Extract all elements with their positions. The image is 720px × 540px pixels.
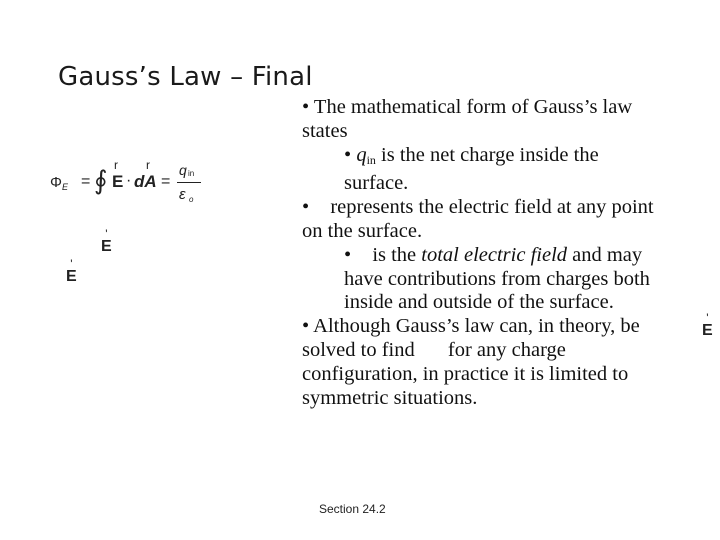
vector-e-symbol-1: ' E bbox=[101, 227, 112, 255]
bullet-symmetric-situations: • Although Gauss’s law can, in theory, be solved to find for any charge configuration, in practice it is limited to symmetric situations. bbox=[302, 315, 640, 409]
dot-operator: · bbox=[126, 172, 132, 189]
flux-symbol: Φ bbox=[50, 174, 62, 191]
vector-e-symbol-2: ' E bbox=[66, 257, 77, 285]
equals-sign: = bbox=[81, 173, 91, 190]
vector-mark-e: r bbox=[114, 158, 118, 172]
slide-body bbox=[302, 96, 662, 410]
fraction-bar bbox=[177, 182, 201, 183]
bullet-total-field: • is the total electric field and may have contributions from charges both inside and outside of the surface. bbox=[344, 243, 650, 314]
field-e: E bbox=[112, 172, 124, 191]
section-footer: Section 24.2 bbox=[319, 502, 386, 516]
bullet-q-in: • $q_{in}$ is the net charge inside the surface. bbox=[344, 143, 599, 195]
charge-subscript: in bbox=[188, 169, 195, 178]
area-element: dA bbox=[134, 172, 157, 191]
bullet-mathematical-form: • The mathematical form of Gauss’s law states bbox=[302, 96, 633, 142]
permittivity-denominator: ε bbox=[179, 186, 186, 203]
slide-title: Gauss’s Law – Final bbox=[58, 62, 313, 92]
vector-mark-a: r bbox=[146, 158, 150, 172]
equals-sign-2: = bbox=[161, 173, 171, 190]
flux-subscript: E bbox=[62, 182, 69, 192]
charge-numerator: q bbox=[179, 162, 187, 178]
surface-integral-symbol: ∮ bbox=[94, 166, 108, 196]
permittivity-subscript: o bbox=[189, 195, 194, 204]
vector-e-symbol-3: ' E bbox=[702, 311, 713, 339]
bullet-field-at-surface: • represents the electric field at any point on the surface. bbox=[302, 196, 654, 242]
gauss-law-formula bbox=[50, 158, 210, 210]
